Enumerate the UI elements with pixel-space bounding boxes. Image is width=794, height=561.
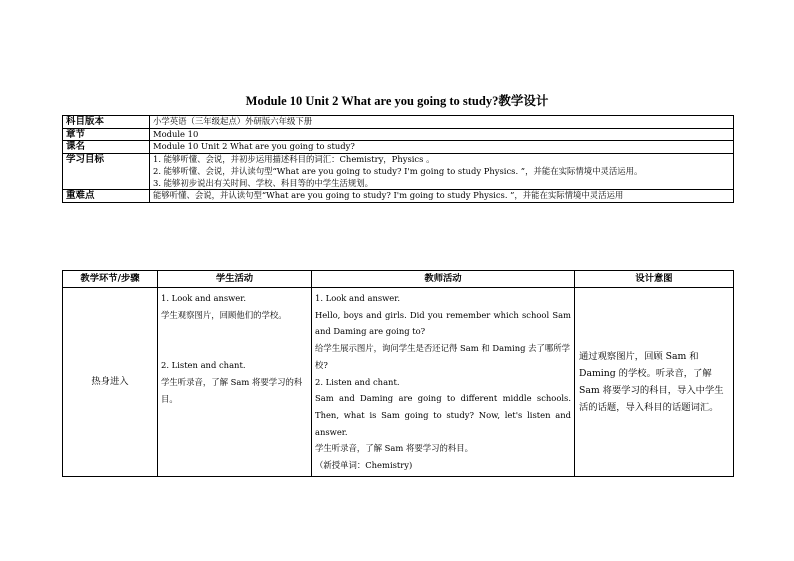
- teacher-line: Hello, boys and girls. Did you remember which school Sam and Daming are going to?: [315, 309, 571, 337]
- goal-item: 1. 能够听懂、会说，并初步运用描述科目的词汇：Chemistry，Physics 。: [153, 154, 435, 165]
- teacher-line: （新授单词：Chemistry): [315, 460, 413, 471]
- design-purpose-cell: 通过观察图片，回顾 Sam 和 Daming 的学校。听录音，了解 Sam 将要学习的科目，导入中学生活的话题，导入科目的话题词汇。: [575, 288, 734, 477]
- course-info-table: [62, 115, 734, 203]
- info-value-keypoints: 能够听懂、会说，并认读句型“What are you going to study? I'm going to study Physics. ”，并能在实际情境中灵活运用: [150, 190, 734, 203]
- header-student-activity: 学生活动: [158, 271, 312, 288]
- student-step-title: 2. Listen and chant.: [161, 360, 246, 371]
- teacher-line: 2. Listen and chant.: [315, 376, 400, 387]
- stage-cell: 热身进入: [63, 288, 158, 477]
- info-value-lesson: Module 10 Unit 2 What are you going to study?: [150, 141, 734, 154]
- goal-item: 3. 能够初步说出有关时间、学校、科目等的中学生活规划。: [153, 177, 374, 188]
- table-row: [63, 190, 734, 203]
- header-design-purpose: 设计意图: [575, 271, 734, 288]
- student-activity-cell: [158, 288, 312, 477]
- info-key-chapter: 章节: [63, 128, 150, 141]
- table-row: [63, 154, 734, 190]
- teacher-line: 学生听录音，了解 Sam 将要学习的科目。: [315, 443, 473, 454]
- student-step-text: 学生听录音，了解 Sam 将要学习的科目。: [161, 377, 303, 404]
- teaching-plan-table: [62, 270, 734, 477]
- student-step-title: 1. Look and answer.: [161, 293, 246, 303]
- student-step-text: 学生观察图片，回顾他们的学校。: [161, 309, 287, 320]
- info-key-keypoints: 重难点: [63, 190, 150, 203]
- table-row: [63, 128, 734, 141]
- table-row: [63, 141, 734, 154]
- info-value-chapter: Module 10: [150, 128, 734, 141]
- info-value-version: 小学英语（三年级起点）外研版六年级下册: [150, 116, 734, 129]
- table-row: [63, 288, 734, 477]
- table-row: [63, 116, 734, 129]
- goal-item: 2. 能够听懂、会说，并认读句型“What are you going to study? I'm going to study Physics. ”，并能在实际情境中灵活运用。: [153, 165, 643, 176]
- teacher-line: Sam and Daming are going to different middle schools. Then, what is Sam going to study? Now, let's listen and answer.: [315, 393, 571, 437]
- info-key-goals: 学习目标: [63, 154, 150, 190]
- info-key-lesson: 课名: [63, 141, 150, 154]
- document-title: Module 10 Unit 2 What are you going to study?教学设计: [245, 94, 549, 108]
- header-stage: 教学环节/步骤: [63, 271, 158, 288]
- teacher-line: 给学生展示图片，询问学生是否还记得 Sam 和 Daming 去了哪所学校?: [315, 343, 571, 370]
- info-key-version: 科目版本: [63, 116, 150, 129]
- teacher-activity-cell: [312, 288, 575, 477]
- table-header-row: [63, 271, 734, 288]
- header-teacher-activity: 教师活动: [312, 271, 575, 288]
- info-value-goals: [150, 154, 734, 190]
- teacher-line: 1. Look and answer.: [315, 293, 400, 303]
